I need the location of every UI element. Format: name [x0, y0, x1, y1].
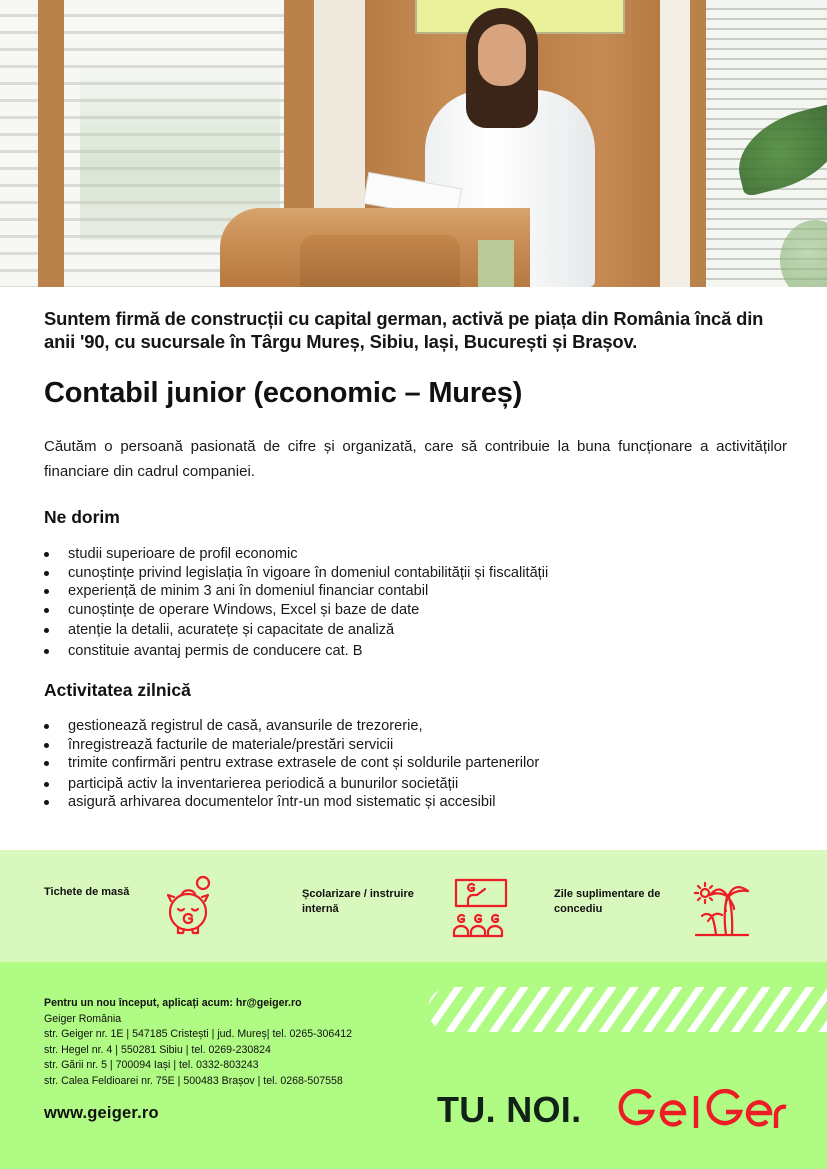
list-item: cunoștințe de operare Windows, Excel și baze de date — [44, 601, 784, 620]
hero-photo — [0, 0, 827, 287]
address-line: str. Calea Feldioarei nr. 75E | 500483 Brașov | tel. 0268-507558 — [44, 1074, 343, 1087]
list-item: studii superioare de profil economic — [44, 545, 784, 564]
list-item: gestionează registrul de casă, avansurile de trezorerie, — [44, 717, 784, 736]
binder — [478, 240, 514, 287]
website-link[interactable]: www.geiger.ro — [44, 1104, 159, 1122]
palm-tree-sun-icon — [694, 880, 750, 940]
slogan: TU. NOI. — [437, 1089, 582, 1130]
window-frame — [690, 0, 706, 287]
apply-call-to-action: Pentru un nou început, aplicați acum: hr@geiger.ro — [44, 997, 302, 1009]
list-item: trimite confirmări pentru extrase extrasele de cont și soldurile partenerilor — [44, 754, 784, 773]
benefit-training-label: Școlarizare / instruire internă — [302, 888, 414, 915]
list-item: constituie avantaj permis de conducere cat. B — [44, 642, 784, 661]
person-face — [478, 24, 526, 86]
geiger-logo — [616, 1084, 788, 1134]
list-item: cunoștințe privind legislația în vigoare în domeniul contabilității și fiscalității — [44, 564, 784, 583]
list-item: participă activ la inventarierea periodică a bunurilor societății — [44, 775, 784, 794]
job-description: Căutăm o persoană pasionată de cifre și organizată, care să contribuie la buna funcționare a activităților financiare din cadrul companiei. — [44, 438, 787, 480]
list-item: asigură arhivarea documentelor într-un mod sistematic și accesibil — [44, 793, 784, 812]
stripe-decoration — [428, 987, 827, 1032]
requirements-heading: Ne dorim — [44, 507, 120, 527]
daily-activity-heading: Activitatea zilnică — [44, 680, 191, 700]
list-item: înregistrează facturile de materiale/prestări servicii — [44, 736, 784, 755]
requirements-list — [44, 545, 784, 661]
address-line: str. Geiger nr. 1E | 547185 Cristești | jud. Mureș| tel. 0265-306412 — [44, 1028, 352, 1040]
desk-front — [300, 235, 460, 287]
company-intro: Suntem firmă de construcții cu capital german, activă pe piața din România încă din anii '90, cu sucursale în Târgu Mureș, Sibiu, Iași, București și Brașov. — [44, 308, 764, 352]
company-name: Geiger România — [44, 1012, 122, 1025]
contact-block — [44, 996, 352, 1089]
list-item: atenție la detalii, acuratețe și capacitate de analiză — [44, 621, 784, 640]
address-line: str. Hegel nr. 4 | 550281 Sibiu | tel. 0269-230824 — [44, 1043, 271, 1056]
window-frame — [38, 0, 64, 287]
piggy-bank-icon — [160, 874, 216, 940]
address-line: str. Gării nr. 5 | 700094 Iași | tel. 0332-803243 — [44, 1059, 259, 1071]
benefit-meal-tickets-label: Tichete de masă — [44, 886, 130, 898]
training-class-icon — [452, 876, 512, 940]
daily-activity-list — [44, 717, 784, 812]
list-item: experiență de minim 3 ani în domeniul financiar contabil — [44, 582, 784, 601]
benefit-vacation-label: Zile suplimentare de concediu — [554, 888, 661, 915]
job-title: Contabil junior (economic – Mureș) — [44, 377, 523, 409]
